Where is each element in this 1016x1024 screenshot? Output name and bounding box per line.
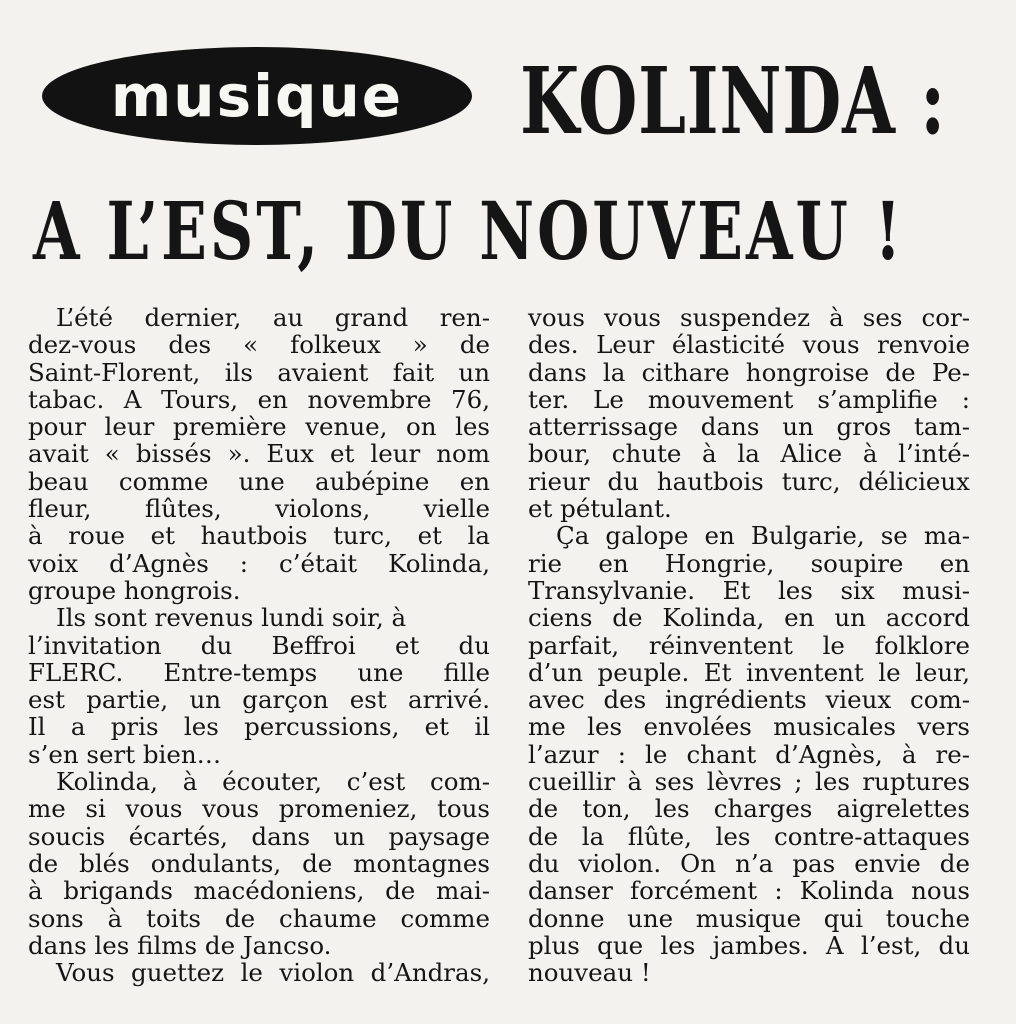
text-line: Kolinda, à écouter, c’est com- [56,767,490,797]
text-line: dez-vous des « folkeux » de [28,330,490,360]
text-line: beau comme une aubépine en [28,466,490,496]
text-line: Saint-Florent, ils avaient fait un [28,357,490,387]
text-line: tabac. A Tours, en novembre 76, [28,384,490,414]
text-line: des. Leur élasticité vous renvoie [528,330,970,360]
text-line: fleur, flûtes, violons, vielle [28,494,490,524]
text-line: L’été dernier, au grand ren- [56,303,490,332]
text-line: d’un peuple. Et inventent le leur, [528,657,970,687]
text-line: pour leur première venue, on les [28,412,490,442]
headline-line-2: A L’EST, DU NOUVEAU ! [33,184,905,278]
text-line: de blés ondulants, de montagnes [28,848,490,878]
text-line: atterrissage dans un gros tam- [528,412,970,442]
text-line: est partie, un garçon est arrivé. [28,685,490,715]
section-badge-label: musique [110,62,404,130]
text-line: s’en sert bien… [28,739,222,769]
text-line: Ça galope en Bulgarie, se ma- [556,521,970,551]
text-line: cueillir à ses lèvres ; les ruptures [528,767,970,797]
text-line: l’invitation du Beffroi et du [28,630,490,660]
text-line: sons à toits de chaume comme [28,903,490,933]
text-line: avec des ingrédients vieux com- [528,685,970,715]
text-line: de la flûte, les contre-attaques [528,821,970,851]
text-line: voix d’Agnès : c’était Kolinda, [28,548,490,578]
text-line: dans les films de Jancso. [28,930,332,960]
text-line: me si vous vous promeniez, tous [28,794,490,824]
text-line: soucis écartés, dans un paysage [28,821,490,851]
text-line: ter. Le mouvement s’amplifie : [528,384,970,414]
text-line: Vous guettez le violon d’Andras, [56,958,490,988]
text-line: Il a pris les percussions, et il [28,712,490,742]
text-line: de ton, les charges aigrelettes [528,794,970,824]
text-line: bour, chute à la Alice à l’inté- [528,439,970,469]
text-line: danser forcément : Kolinda nous [528,876,970,906]
article-column-right [528,304,970,986]
text-line: FLERC. Entre-temps une fille [28,657,490,687]
text-line: donne une musique qui touche [528,903,970,933]
text-line: me les envolées musicales vers [528,712,970,742]
text-line: plus que les jambes. A l’est, du [528,930,970,960]
text-line: rieur du hautbois turc, délicieux [528,466,970,496]
article-column-left [28,304,490,986]
text-line: Ils sont revenus lundi soir, à [56,603,407,633]
text-line: à roue et hautbois turc, et la [28,521,490,551]
text-line: à brigands macédoniens, de mai- [28,876,490,906]
text-line: l’azur : le chant d’Agnès, à re- [528,739,970,769]
text-line: vous vous suspendez à ses cor- [528,303,970,332]
text-line: parfait, réinventent le folklore [528,630,970,660]
text-line: ciens de Kolinda, en un accord [528,603,970,633]
text-line: et pétulant. [528,494,672,524]
text-line: Transylvanie. Et les six musi- [528,575,970,605]
text-line: dans la cithare hongroise de Pe- [528,357,970,387]
text-line: du violon. On n’a pas envie de [528,848,970,878]
text-line: nouveau ! [528,958,651,988]
headline-line-1: KOLINDA : [520,47,946,155]
text-line: groupe hongrois. [28,575,241,605]
text-line: rie en Hongrie, soupire en [528,548,970,578]
text-line: avait « bissés ». Eux et leur nom [28,439,490,469]
